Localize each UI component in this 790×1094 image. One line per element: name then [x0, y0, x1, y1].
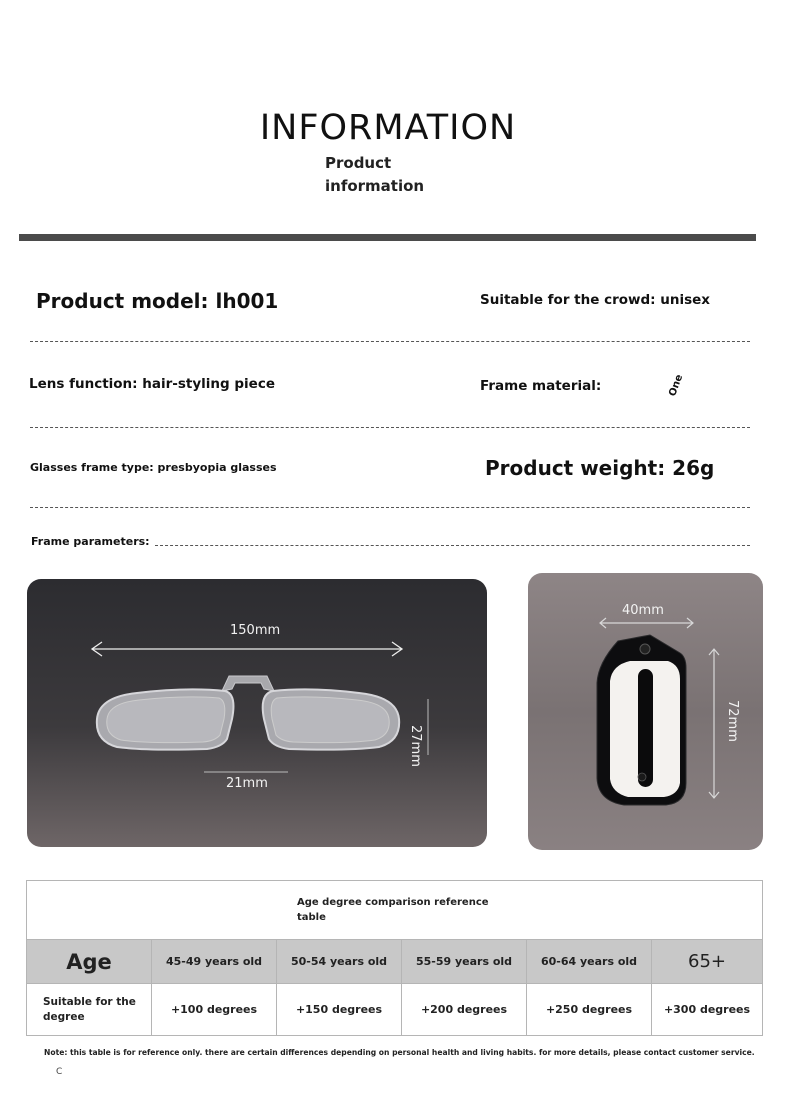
- age-degree-table: [26, 880, 763, 1036]
- table-title-row: [27, 881, 763, 940]
- divider-1: [30, 341, 750, 342]
- lens-function: Lens function: hair-styling piece: [29, 376, 275, 392]
- table-note: Note: this table is for reference only. there are certain differences depending on personal health and living habits. for more details, please contact customer service.: [44, 1048, 755, 1057]
- product-weight: Product weight: 26g: [485, 456, 715, 480]
- glasses-bridge-label: 21mm: [226, 776, 268, 791]
- degree-cell: +300 degrees: [652, 984, 763, 1036]
- divider-2: [30, 427, 750, 428]
- glasses-width-label: 150mm: [230, 623, 281, 638]
- page-title: INFORMATION: [259, 108, 517, 148]
- case-image-panel: [528, 573, 763, 850]
- degree-cell: +250 degrees: [527, 984, 652, 1036]
- degree-header-cell: Suitable for the degree: [27, 984, 152, 1036]
- age-cell: 45-49 years old: [152, 940, 277, 984]
- case-width-label: 40mm: [622, 603, 664, 618]
- suitable-crowd: Suitable for the crowd: unisex: [480, 292, 711, 308]
- frame-type: Glasses frame type: presbyopia glasses: [30, 461, 277, 474]
- frame-material-label: Frame material:: [480, 378, 602, 394]
- table-title: Age degree comparison reference table: [27, 881, 763, 940]
- divider-3: [30, 507, 750, 508]
- subtitle-line-2: information: [325, 177, 425, 195]
- age-cell: 65+: [652, 940, 763, 984]
- age-header-cell: Age: [27, 940, 152, 984]
- case-height-label: 72mm: [725, 700, 740, 742]
- age-cell: 60-64 years old: [527, 940, 652, 984]
- degree-cell: +150 degrees: [277, 984, 402, 1036]
- product-model: Product model: lh001: [36, 289, 279, 313]
- header-divider: [19, 234, 756, 241]
- subtitle-line-1: Product: [325, 154, 392, 172]
- glasses-image-panel: [27, 579, 487, 847]
- age-cell: 55-59 years old: [402, 940, 527, 984]
- glasses-height-label: 27mm: [408, 725, 423, 767]
- page-subtitle: [325, 152, 424, 198]
- table-row-degree: [27, 984, 763, 1036]
- degree-cell: +100 degrees: [152, 984, 277, 1036]
- divider-4: [155, 545, 750, 546]
- frame-parameters-label: Frame parameters:: [31, 535, 150, 548]
- glasses-illustration: [27, 579, 487, 847]
- degree-cell: +200 degrees: [402, 984, 527, 1036]
- stray-character: C: [56, 1067, 63, 1077]
- frame-material-value: One: [667, 373, 686, 398]
- age-cell: 50-54 years old: [277, 940, 402, 984]
- table-row-age: [27, 940, 763, 984]
